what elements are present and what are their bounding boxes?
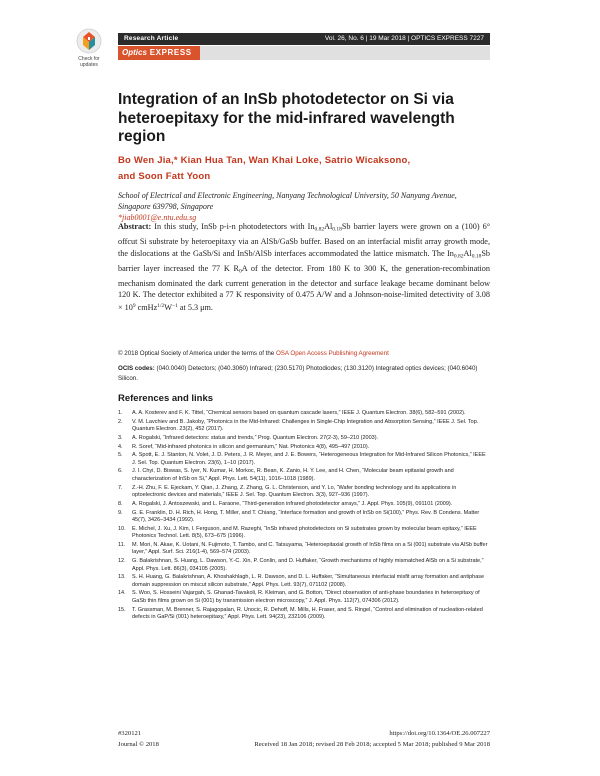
reference-item: [118, 419, 490, 434]
reference-item: [118, 607, 490, 622]
ocis-codes: [118, 364, 490, 383]
abstract-sub-1: 0.82: [314, 226, 325, 233]
reference-text: J. I. Chyi, D. Biswas, S. Iyer, N. Kumar, H. Morkoc, R. Bean, K. Zanio, H. Y. Lee, and H. Chen, “Molecular beam epitaxial growth and characterization of InSb on Si,” Appl. Phys. Lett. 54(11), 1016–1018 (1989).: [132, 468, 454, 482]
authors-line-1: Bo Wen Jia,* Kian Hua Tan, Wan Khai Loke, Satrio Wicaksono,: [118, 155, 411, 166]
copyright-text: © 2018 Optical Society of America under the terms of the: [118, 350, 275, 357]
abstract-text-9: at 5.3 μm.: [177, 303, 213, 313]
abstract-text-8: W: [164, 303, 172, 313]
reference-number: 15.: [118, 606, 126, 613]
crossmark-badge-icon: [76, 28, 102, 54]
reference-text: S. H. Huang, G. Balakrishnan, A. Khoshakhlagh, L. R. Dawson, and D. L. Huffaker, “Simultaneous interfacial misfit array formation and antiphase domain suppression on miscut silicon substrate,” Appl. Phys. Lett. 93(7), 071102 (2008).: [132, 574, 485, 588]
reference-number: 6.: [118, 468, 123, 475]
reference-number: 12.: [118, 558, 126, 565]
article-type-bar: [118, 33, 490, 45]
page-footer: [118, 728, 490, 750]
reference-number: 1.: [118, 410, 123, 416]
reference-number: 7.: [118, 484, 123, 491]
reference-text: A. A. Kosterev and F. K. Tittel, “Chemical sensors based on quantum cascade lasers,” IEEE J. Quantum Electron. 38(6), 582–591 (2002).: [132, 410, 466, 416]
reference-text: G. E. Franklin, D. H. Rich, H. Hong, T. Miller, and T. Chiang, “Interface formation and growth of InSb on Si(100),” Phys. Rev. B Condens. Matter 45(7), 3426–3434 (1992).: [132, 509, 480, 523]
reference-item: [118, 435, 490, 443]
reference-number: 9.: [118, 509, 123, 516]
reference-text: A. Rogalski, “Infrared detectors: status and trends,” Prog. Quantum Electron. 27(2-3), 59–210 (2003).: [132, 434, 379, 441]
publication-dates: Received 18 Jan 2018; revised 28 Feb 2018; accepted 5 Mar 2018; published 9 Mar 2018: [254, 741, 490, 748]
abstract-text-7: cmHz: [135, 303, 158, 313]
crossmark-badge[interactable]: [72, 28, 106, 68]
authors-line-2: and Soon Fatt Yoon: [118, 171, 211, 182]
abstract: [118, 221, 490, 314]
reference-text: A. Spott, E. J. Stanton, N. Volet, J. D. Peters, J. R. Meyer, and J. E. Bowers, “Heterogeneous Integration for Mid-Infrared Silicon Photonics,” IEEE J. Sel. Top. Quantum Electron. 23(6), 1–10 (2017).: [132, 452, 486, 466]
reference-text: T. Grassman, M. Brenner, S. Rajagopalan, R. Unocic, R. Dehoff, M. Mills, H. Fraser, and S. Ringel, “Control and elimination of nucleation-related defects in GaP/Si (001) heteroepitaxy,” Appl. Phys. Lett. 94(23), 232106 (2009).: [132, 606, 483, 621]
journal-name-rest: EXPRESS: [149, 48, 192, 57]
article-title: Integration of an InSb photodetector on Si via heteroepitaxy for the mid-infrared wavelength region: [118, 91, 455, 145]
abstract-text-3: Sb barrier layers were grown on a (100) 6° offcut Si substrate by heteroepitaxy via an AlSb/GaSb buffer. Based on an interfacial misfit array growth mode, the dislocations at the GaSb/Si and InSb/AlSb interfaces accommodated the lattice mismatch. The In: [118, 222, 490, 258]
journal-logo: [118, 46, 200, 60]
article-type: Research Article: [124, 35, 179, 42]
open-access-agreement-link[interactable]: OSA Open Access Publishing Agreement: [275, 350, 389, 357]
reference-text: Z.-H. Zhu, F. E. Ejeckam, Y. Qian, J. Zhang, Z. Zhang, G. L. Christenson, and Y. Lo, “Wafer bonding technology and its applications in optoelectronic devices and materials,” IEEE J. Sel. Top. Quantum Electron. 3(3), 927–936 (1997).: [132, 484, 457, 499]
abstract-text-2: Al: [324, 222, 333, 231]
reference-text: A. Rogalski, J. Antoszewski, and L. Faraone, “Third-generation infrared photodetector arrays,” J. Appl. Phys. 105(9), 091101 (2009).: [132, 500, 453, 507]
journal-bar: [118, 46, 490, 60]
reference-item: [118, 510, 490, 525]
abstract-text-4: Al: [463, 248, 472, 258]
copyright-line: [118, 349, 490, 358]
reference-number: 2.: [118, 418, 123, 425]
ocis-heading: OCIS codes:: [118, 365, 155, 372]
ocis-text: (040.0040) Detectors; (040.3060) Infrared; (230.5170) Photodiodes; (130.3120) Integrated optics devices; (040.6040) Silicon.: [118, 365, 478, 382]
reference-item: [118, 501, 490, 509]
abstract-sup-2: 1/2: [157, 303, 165, 310]
abstract-sup-3: −1: [171, 303, 178, 310]
reference-text: V. M. Lavchiev and B. Jakoby, “Photonics in the Mid-Infrared: Challenges in Single-Chip Integration and Absorption Sensing,” IEEE J. Sel. Top. Quantum Electron. 23(2), 452 (2017).: [132, 418, 479, 433]
reference-text: E. Michel, J. Xu, J. Kim, I. Ferguson, and M. Razeghi, “InSb infrared photodetectors on Si substrates grown by molecular beam epitaxy,” IEEE Photonics Technol. Lett. 8(5), 673–675 (1996).: [132, 525, 477, 540]
abstract-text-6: A of the detector. From 180 K to 300 K, the generation-recombination mechanism dominated the dark current generation in the detector and surface leakage became dominant below 120 K. The detector exhibited a 77 K responsivity of 0.475 A/W and a Johnson-noise-limited detectivity of 3.08 × 10: [118, 263, 490, 313]
references-heading: References and links: [118, 393, 214, 404]
reference-text: R. Soref, “Mid-infrared photonics in silicon and germanium,” Nat. Photonics 4(8), 495–497 (2010).: [132, 443, 370, 450]
reference-item: [118, 574, 490, 589]
affiliation-block: [118, 190, 490, 223]
abstract-sub-5: 0: [238, 268, 242, 275]
reference-number: 5.: [118, 452, 123, 459]
reference-item: [118, 410, 490, 418]
reference-item: [118, 590, 490, 605]
abstract-text-5: Sb barrier layer increased the 77 K R: [118, 248, 490, 273]
abstract-sup-1: 9: [132, 303, 136, 310]
manuscript-id: #320121: [118, 730, 142, 737]
reference-item: [118, 542, 490, 557]
reference-item: [118, 485, 490, 500]
abstract-sub-2: 0.18: [332, 226, 342, 233]
reference-item: [118, 452, 490, 467]
reference-number: 11.: [118, 541, 126, 548]
author-list: [118, 153, 490, 185]
doi-link[interactable]: https://doi.org/10.1364/OE.26.007227: [389, 730, 490, 737]
crossmark-label: Check for updates: [78, 56, 100, 68]
reference-list: [118, 410, 490, 623]
reference-text: G. Balakrishnan, S. Huang, L. Dawson, Y.-C. Xin, P. Conlin, and D. Huffaker, “Growth mechanisms of highly mismatched AlSb on a Si substrate,” Appl. Phys. Lett. 86(3), 034105 (2005).: [132, 558, 484, 572]
journal-copyright: Journal © 2018: [118, 741, 159, 748]
reference-item: [118, 444, 490, 452]
abstract-sub-3: 0.82: [453, 253, 464, 260]
reference-number: 13.: [118, 574, 126, 581]
reference-text: S. Woo, S. Hosseini Vajargah, S. Ghanad-Tavakoli, R. Kleiman, and G. Botton, “Direct observation of anti-phase boundaries in heteroepitaxy of GaSb thin films grown on Si (001) by transmission electron microscopy,” J. Appl. Phys. 112(7), 074306 (2012).: [132, 590, 480, 604]
reference-item: [118, 558, 490, 573]
reference-text: M. Mori, N. Akae, K. Uotani, N. Fujimoto, T. Tambo, and C. Tatsuyama, “Heteroepitaxial growth of InSb films on a Si (001) substrate via AlSb buffer layer,” Appl. Surf. Sci. 216(1-4), 569–574 (2003).: [132, 541, 488, 556]
reference-number: 14.: [118, 590, 126, 597]
citation-info: Vol. 26, No. 6 | 19 Mar 2018 | OPTICS EXPRESS 7227: [324, 35, 484, 42]
journal-name-first: Optics: [122, 48, 147, 57]
abstract-text-1: In this study, InSb p-i-n photodetectors with In: [154, 222, 315, 231]
abstract-heading: Abstract:: [118, 222, 152, 231]
reference-number: 8.: [118, 500, 123, 507]
reference-number: 3.: [118, 434, 123, 441]
reference-item: [118, 468, 490, 483]
reference-number: 4.: [118, 443, 123, 450]
reference-number: 10.: [118, 525, 126, 532]
affiliation: School of Electrical and Electronic Engineering, Nanyang Technological University, 50 Nanyang Avenue, Singapore 639798, Singapore: [118, 191, 457, 211]
reference-item: [118, 526, 490, 541]
abstract-sub-4: 0.18: [471, 253, 482, 260]
corresponding-email[interactable]: *jiab0001@e.ntu.edu.sg: [118, 213, 197, 222]
